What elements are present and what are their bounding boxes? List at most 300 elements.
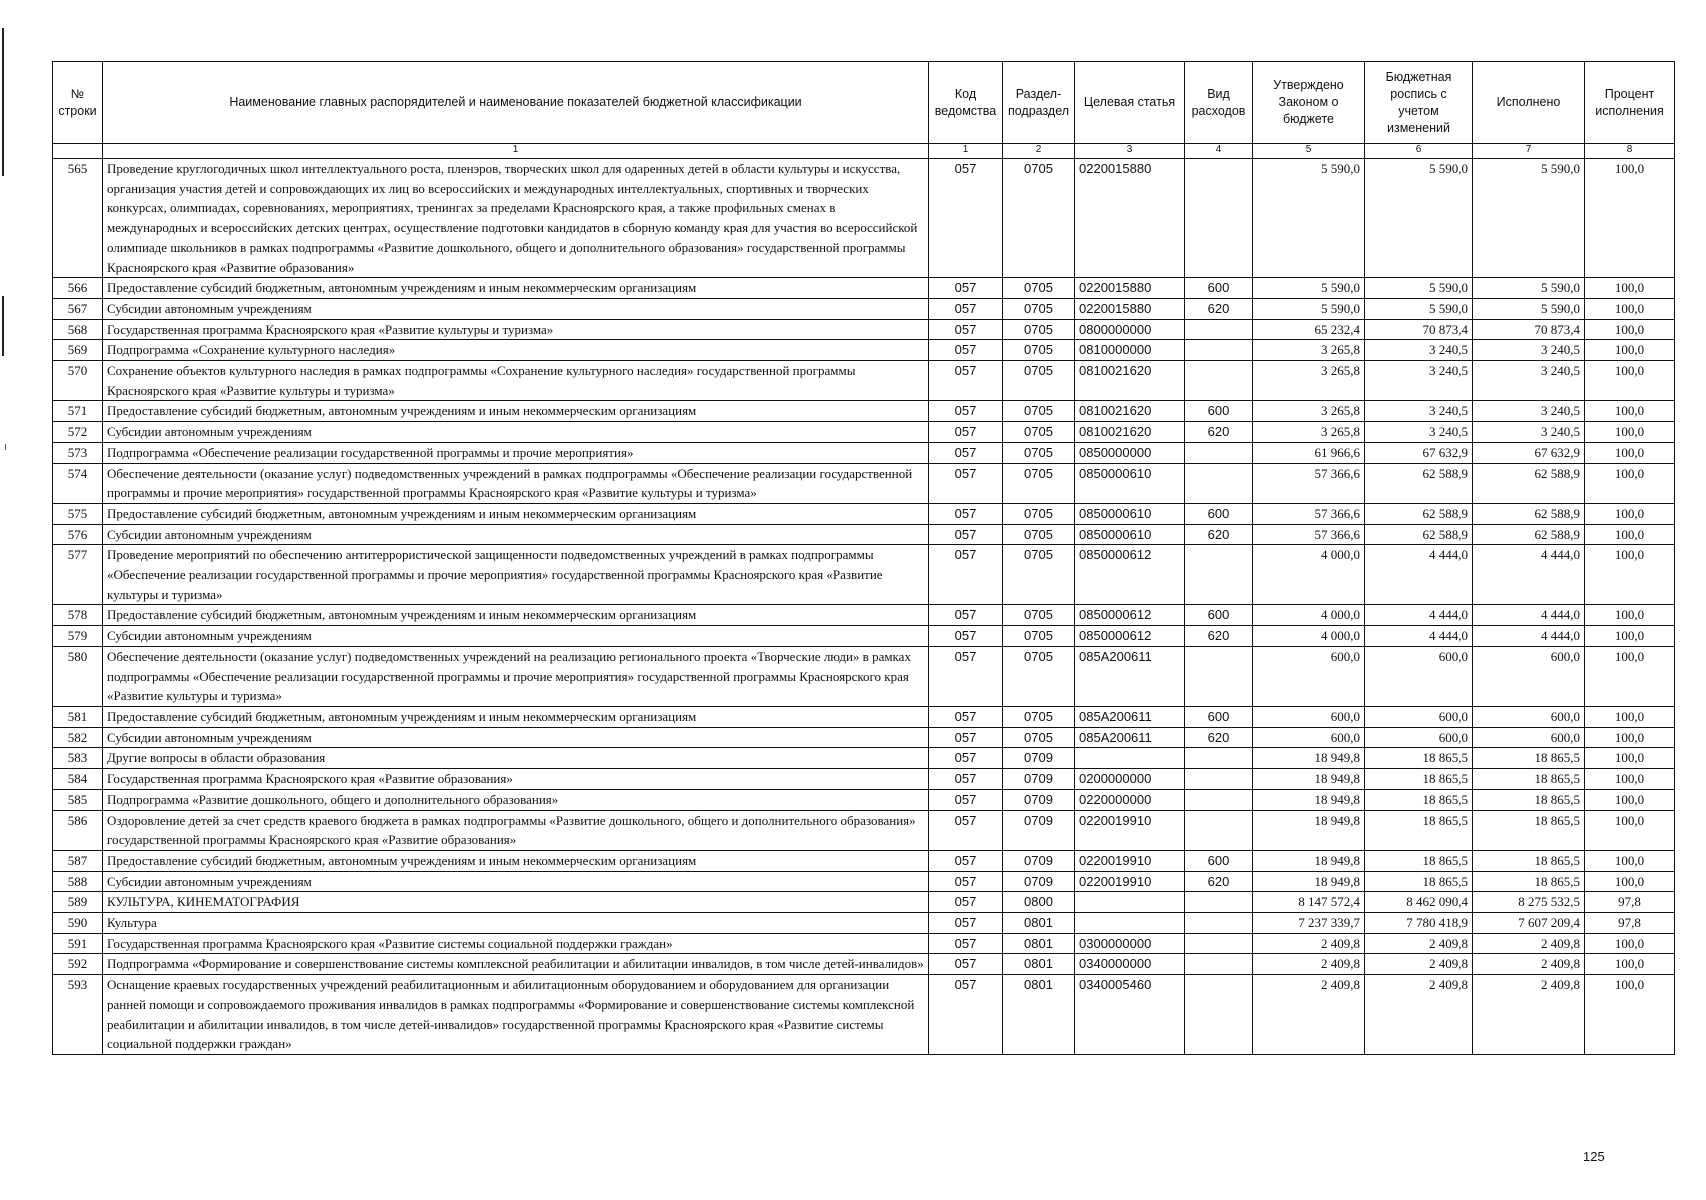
row-number: 590: [53, 913, 103, 934]
execution-percent: 97,8: [1585, 892, 1675, 913]
table-row: [53, 442, 1675, 463]
schedule-amount: 3 240,5: [1365, 361, 1473, 401]
approved-amount: 4 000,0: [1253, 626, 1365, 647]
table-row: [53, 810, 1675, 850]
schedule-amount: 18 865,5: [1365, 810, 1473, 850]
executed-amount: 18 865,5: [1473, 769, 1585, 790]
schedule-amount: 600,0: [1365, 706, 1473, 727]
column-number: 4: [1185, 144, 1253, 159]
section-code: 0800: [1003, 892, 1075, 913]
row-name: Проведение круглогодичных школ интеллектуального роста, пленэров, творческих школ для одаренных детей в области культуры и искусства, организация участия детей и сопровождающих их лиц во всероссийских и международных интеллектуальных, спортивных и творческих конкурсах, олимпиадах, соревнованиях, мероприятиях, тренингах за пределами Красноярского края, а также профильных сменах в международных и всероссийских детских центрах, осуществление подготовки кандидатов в сборную команду края для участия во всероссийской олимпиаде школьников в рамках подпрограммы «Развитие дошкольного, общего и дополнительного образования» государственной программы Красноярского края «Развитие образования»: [103, 159, 929, 278]
schedule-amount: 4 444,0: [1365, 605, 1473, 626]
table-row: [53, 871, 1675, 892]
section-code: 0705: [1003, 298, 1075, 319]
execution-percent: 100,0: [1585, 789, 1675, 810]
approved-amount: 57 366,6: [1253, 524, 1365, 545]
section-code: 0705: [1003, 340, 1075, 361]
expense-type: 620: [1185, 524, 1253, 545]
dept-code: 057: [929, 503, 1003, 524]
target-code: 085A200611: [1075, 646, 1185, 706]
target-code: 0220015880: [1075, 298, 1185, 319]
dept-code: 057: [929, 605, 1003, 626]
approved-amount: 3 265,8: [1253, 422, 1365, 443]
expense-type: [1185, 748, 1253, 769]
execution-percent: 100,0: [1585, 850, 1675, 871]
header-approved: Утверждено Законом о бюджете: [1253, 62, 1365, 144]
row-number: 572: [53, 422, 103, 443]
executed-amount: 3 240,5: [1473, 340, 1585, 361]
approved-amount: 7 237 339,7: [1253, 913, 1365, 934]
row-number: 567: [53, 298, 103, 319]
schedule-amount: 67 632,9: [1365, 442, 1473, 463]
table-row: [53, 401, 1675, 422]
execution-percent: 100,0: [1585, 159, 1675, 278]
expense-type: 600: [1185, 706, 1253, 727]
table-row: [53, 769, 1675, 790]
execution-percent: 100,0: [1585, 503, 1675, 524]
approved-amount: 18 949,8: [1253, 748, 1365, 769]
schedule-amount: 5 590,0: [1365, 159, 1473, 278]
expense-type: [1185, 789, 1253, 810]
executed-amount: 62 588,9: [1473, 524, 1585, 545]
row-name: Предоставление субсидий бюджетным, автономным учреждениям и иным некоммерческим организациям: [103, 503, 929, 524]
row-name: Субсидии автономным учреждениям: [103, 524, 929, 545]
schedule-amount: 62 588,9: [1365, 503, 1473, 524]
section-code: 0709: [1003, 789, 1075, 810]
executed-amount: 70 873,4: [1473, 319, 1585, 340]
expense-type: [1185, 954, 1253, 975]
dept-code: 057: [929, 463, 1003, 503]
row-number: 570: [53, 361, 103, 401]
dept-code: 057: [929, 545, 1003, 605]
target-code: [1075, 892, 1185, 913]
schedule-amount: 18 865,5: [1365, 871, 1473, 892]
header-target: Целевая статья: [1075, 62, 1185, 144]
schedule-amount: 3 240,5: [1365, 401, 1473, 422]
row-name: Субсидии автономным учреждениям: [103, 298, 929, 319]
executed-amount: 62 588,9: [1473, 463, 1585, 503]
header-schedule: Бюджетная роспись с учетом изменений: [1365, 62, 1473, 144]
approved-amount: 18 949,8: [1253, 810, 1365, 850]
header-name: Наименование главных распорядителей и наименование показателей бюджетной классификации: [103, 62, 929, 144]
section-code: 0709: [1003, 850, 1075, 871]
expense-type: [1185, 933, 1253, 954]
target-code: 0300000000: [1075, 933, 1185, 954]
schedule-amount: 62 588,9: [1365, 524, 1473, 545]
table-row: [53, 892, 1675, 913]
expense-type: 620: [1185, 871, 1253, 892]
execution-percent: 100,0: [1585, 727, 1675, 748]
approved-amount: 5 590,0: [1253, 278, 1365, 299]
row-number: 579: [53, 626, 103, 647]
execution-percent: 100,0: [1585, 646, 1675, 706]
executed-amount: 2 409,8: [1473, 954, 1585, 975]
dept-code: 057: [929, 913, 1003, 934]
row-name: Предоставление субсидий бюджетным, автономным учреждениям и иным некоммерческим организациям: [103, 605, 929, 626]
table-row: [53, 503, 1675, 524]
column-number-row: [53, 144, 1675, 159]
executed-amount: 2 409,8: [1473, 975, 1585, 1055]
schedule-amount: 18 865,5: [1365, 850, 1473, 871]
execution-percent: 100,0: [1585, 319, 1675, 340]
section-code: 0705: [1003, 524, 1075, 545]
scan-dot: [5, 444, 6, 450]
column-number: 7: [1473, 144, 1585, 159]
executed-amount: 600,0: [1473, 727, 1585, 748]
approved-amount: 2 409,8: [1253, 975, 1365, 1055]
column-number: 1: [929, 144, 1003, 159]
table-row: [53, 626, 1675, 647]
row-number: 586: [53, 810, 103, 850]
execution-percent: 100,0: [1585, 545, 1675, 605]
executed-amount: 4 444,0: [1473, 605, 1585, 626]
dept-code: 057: [929, 975, 1003, 1055]
expense-type: 600: [1185, 605, 1253, 626]
approved-amount: 4 000,0: [1253, 605, 1365, 626]
row-number: 591: [53, 933, 103, 954]
table-row: [53, 340, 1675, 361]
table-row: [53, 278, 1675, 299]
row-name: КУЛЬТУРА, КИНЕМАТОГРАФИЯ: [103, 892, 929, 913]
executed-amount: 7 607 209,4: [1473, 913, 1585, 934]
dept-code: 057: [929, 159, 1003, 278]
row-number: 566: [53, 278, 103, 299]
row-name: Предоставление субсидий бюджетным, автономным учреждениям и иным некоммерческим организациям: [103, 401, 929, 422]
target-code: 0850000610: [1075, 524, 1185, 545]
table-row: [53, 748, 1675, 769]
schedule-amount: 600,0: [1365, 646, 1473, 706]
approved-amount: 600,0: [1253, 727, 1365, 748]
row-number: 582: [53, 727, 103, 748]
executed-amount: 18 865,5: [1473, 810, 1585, 850]
execution-percent: 100,0: [1585, 748, 1675, 769]
row-number: 587: [53, 850, 103, 871]
execution-percent: 100,0: [1585, 975, 1675, 1055]
table-row: [53, 524, 1675, 545]
table-body: [53, 159, 1675, 1055]
budget-table: [52, 61, 1675, 1055]
expense-type: 620: [1185, 422, 1253, 443]
executed-amount: 2 409,8: [1473, 933, 1585, 954]
section-code: 0705: [1003, 727, 1075, 748]
expense-type: [1185, 340, 1253, 361]
execution-percent: 100,0: [1585, 298, 1675, 319]
schedule-amount: 3 240,5: [1365, 422, 1473, 443]
row-name: Обеспечение деятельности (оказание услуг) подведомственных учреждений в рамках подпрограммы «Обеспечение реализации государственной программы и прочие мероприятия» государственной программы Красноярского края «Развитие культуры и туризма»: [103, 463, 929, 503]
execution-percent: 100,0: [1585, 871, 1675, 892]
expense-type: [1185, 442, 1253, 463]
schedule-amount: 18 865,5: [1365, 789, 1473, 810]
header-executed: Исполнено: [1473, 62, 1585, 144]
row-number: 574: [53, 463, 103, 503]
target-code: 0850000612: [1075, 626, 1185, 647]
row-name: Оснащение краевых государственных учреждений реабилитационным и абилитационным оборудованием и оборудованием для организации ранней помощи и сопровождаемого проживания инвалидов в рамках подпрограммы «Формирование и совершенствование системы комплексной реабилитации и абилитации инвалидов, в том числе детей-инвалидов» государственной программы Красноярского края «Развитие системы социальной поддержки граждан»: [103, 975, 929, 1055]
expense-type: [1185, 463, 1253, 503]
dept-code: 057: [929, 422, 1003, 443]
table-row: [53, 159, 1675, 278]
execution-percent: 100,0: [1585, 706, 1675, 727]
target-code: 0220000000: [1075, 789, 1185, 810]
approved-amount: 18 949,8: [1253, 850, 1365, 871]
expense-type: [1185, 646, 1253, 706]
row-name: Культура: [103, 913, 929, 934]
approved-amount: 2 409,8: [1253, 933, 1365, 954]
approved-amount: 18 949,8: [1253, 769, 1365, 790]
row-name: Другие вопросы в области образования: [103, 748, 929, 769]
executed-amount: 600,0: [1473, 646, 1585, 706]
row-number: 583: [53, 748, 103, 769]
section-code: 0801: [1003, 954, 1075, 975]
executed-amount: 5 590,0: [1473, 159, 1585, 278]
row-name: Подпрограмма «Сохранение культурного наследия»: [103, 340, 929, 361]
expense-type: 600: [1185, 850, 1253, 871]
target-code: 0220019910: [1075, 810, 1185, 850]
executed-amount: 18 865,5: [1473, 789, 1585, 810]
dept-code: 057: [929, 954, 1003, 975]
row-number: 573: [53, 442, 103, 463]
section-code: 0705: [1003, 646, 1075, 706]
approved-amount: 5 590,0: [1253, 159, 1365, 278]
approved-amount: 3 265,8: [1253, 340, 1365, 361]
executed-amount: 8 275 532,5: [1473, 892, 1585, 913]
approved-amount: 65 232,4: [1253, 319, 1365, 340]
row-number: 571: [53, 401, 103, 422]
execution-percent: 100,0: [1585, 954, 1675, 975]
table-row: [53, 422, 1675, 443]
row-number: 565: [53, 159, 103, 278]
table-row: [53, 954, 1675, 975]
target-code: [1075, 748, 1185, 769]
approved-amount: 8 147 572,4: [1253, 892, 1365, 913]
execution-percent: 100,0: [1585, 605, 1675, 626]
schedule-amount: 7 780 418,9: [1365, 913, 1473, 934]
expense-type: 600: [1185, 401, 1253, 422]
row-number: 569: [53, 340, 103, 361]
table-row: [53, 605, 1675, 626]
section-code: 0705: [1003, 442, 1075, 463]
execution-percent: 100,0: [1585, 626, 1675, 647]
target-code: 0810021620: [1075, 401, 1185, 422]
expense-type: [1185, 810, 1253, 850]
target-code: 0850000612: [1075, 605, 1185, 626]
dept-code: 057: [929, 850, 1003, 871]
row-name: Обеспечение деятельности (оказание услуг) подведомственных учреждений на реализацию регионального проекта «Творческие люди» в рамках подпрограммы «Обеспечение реализации государственной программы и прочие мероприятия» государственной программы Красноярского края «Развитие культуры и туризма»: [103, 646, 929, 706]
expense-type: [1185, 892, 1253, 913]
dept-code: 057: [929, 810, 1003, 850]
executed-amount: 4 444,0: [1473, 545, 1585, 605]
execution-percent: 100,0: [1585, 769, 1675, 790]
column-number: 3: [1075, 144, 1185, 159]
dept-code: 057: [929, 789, 1003, 810]
target-code: 0810000000: [1075, 340, 1185, 361]
schedule-amount: 2 409,8: [1365, 975, 1473, 1055]
executed-amount: 62 588,9: [1473, 503, 1585, 524]
section-code: 0709: [1003, 748, 1075, 769]
executed-amount: 4 444,0: [1473, 626, 1585, 647]
target-code: 0850000612: [1075, 545, 1185, 605]
schedule-amount: 70 873,4: [1365, 319, 1473, 340]
table-row: [53, 933, 1675, 954]
header-row: [53, 62, 1675, 144]
section-code: 0709: [1003, 810, 1075, 850]
execution-percent: 100,0: [1585, 278, 1675, 299]
dept-code: 057: [929, 298, 1003, 319]
table-row: [53, 789, 1675, 810]
target-code: 0850000000: [1075, 442, 1185, 463]
row-name: Субсидии автономным учреждениям: [103, 871, 929, 892]
dept-code: 057: [929, 278, 1003, 299]
section-code: 0705: [1003, 626, 1075, 647]
expense-type: [1185, 975, 1253, 1055]
executed-amount: 600,0: [1473, 706, 1585, 727]
row-name: Проведение мероприятий по обеспечению антитеррористической защищенности подведомственных учреждений в рамках подпрограммы «Обеспечение реализации государственной программы и прочие мероприятия» государственной программы Красноярского края «Развитие культуры и туризма»: [103, 545, 929, 605]
approved-amount: 3 265,8: [1253, 401, 1365, 422]
approved-amount: 600,0: [1253, 646, 1365, 706]
approved-amount: 600,0: [1253, 706, 1365, 727]
section-code: 0705: [1003, 545, 1075, 605]
row-name: Государственная программа Красноярского края «Развитие культуры и туризма»: [103, 319, 929, 340]
schedule-amount: 600,0: [1365, 727, 1473, 748]
row-number: 580: [53, 646, 103, 706]
page-number: 125: [1583, 1149, 1605, 1164]
target-code: 0810021620: [1075, 422, 1185, 443]
table-row: [53, 727, 1675, 748]
row-name: Государственная программа Красноярского края «Развитие системы социальной поддержки граждан»: [103, 933, 929, 954]
executed-amount: 18 865,5: [1473, 850, 1585, 871]
header-percent: Процент исполнения: [1585, 62, 1675, 144]
approved-amount: 18 949,8: [1253, 789, 1365, 810]
row-number: 593: [53, 975, 103, 1055]
table-row: [53, 913, 1675, 934]
target-code: 0220015880: [1075, 159, 1185, 278]
section-code: 0709: [1003, 871, 1075, 892]
target-code: 0340000000: [1075, 954, 1185, 975]
dept-code: 057: [929, 871, 1003, 892]
table-row: [53, 975, 1675, 1055]
expense-type: [1185, 913, 1253, 934]
executed-amount: 3 240,5: [1473, 361, 1585, 401]
target-code: 0340005460: [1075, 975, 1185, 1055]
section-code: 0801: [1003, 913, 1075, 934]
execution-percent: 100,0: [1585, 442, 1675, 463]
schedule-amount: 8 462 090,4: [1365, 892, 1473, 913]
expense-type: 620: [1185, 727, 1253, 748]
schedule-amount: 62 588,9: [1365, 463, 1473, 503]
dept-code: 057: [929, 340, 1003, 361]
expense-type: 600: [1185, 503, 1253, 524]
table-row: [53, 298, 1675, 319]
dept-code: 057: [929, 626, 1003, 647]
expense-type: 620: [1185, 626, 1253, 647]
execution-percent: 100,0: [1585, 361, 1675, 401]
column-number: 8: [1585, 144, 1675, 159]
column-number: 1: [103, 144, 929, 159]
row-name: Подпрограмма «Обеспечение реализации государственной программы и прочие мероприятия»: [103, 442, 929, 463]
expense-type: [1185, 319, 1253, 340]
executed-amount: 3 240,5: [1473, 401, 1585, 422]
approved-amount: 18 949,8: [1253, 871, 1365, 892]
target-code: 0850000610: [1075, 503, 1185, 524]
dept-code: 057: [929, 646, 1003, 706]
approved-amount: 2 409,8: [1253, 954, 1365, 975]
dept-code: 057: [929, 442, 1003, 463]
target-code: [1075, 913, 1185, 934]
execution-percent: 100,0: [1585, 401, 1675, 422]
table-row: [53, 319, 1675, 340]
target-code: 0800000000: [1075, 319, 1185, 340]
row-number: 592: [53, 954, 103, 975]
column-number: 6: [1365, 144, 1473, 159]
execution-percent: 100,0: [1585, 933, 1675, 954]
dept-code: 057: [929, 319, 1003, 340]
header-section: Раздел-подраздел: [1003, 62, 1075, 144]
executed-amount: 18 865,5: [1473, 748, 1585, 769]
dept-code: 057: [929, 706, 1003, 727]
section-code: 0801: [1003, 975, 1075, 1055]
dept-code: 057: [929, 727, 1003, 748]
executed-amount: 67 632,9: [1473, 442, 1585, 463]
dept-code: 057: [929, 769, 1003, 790]
table-row: [53, 545, 1675, 605]
row-number: 578: [53, 605, 103, 626]
target-code: 0220019910: [1075, 850, 1185, 871]
executed-amount: 5 590,0: [1473, 298, 1585, 319]
row-name: Субсидии автономным учреждениям: [103, 626, 929, 647]
row-name: Подпрограмма «Развитие дошкольного, общего и дополнительного образования»: [103, 789, 929, 810]
section-code: 0705: [1003, 319, 1075, 340]
row-number: 584: [53, 769, 103, 790]
execution-percent: 100,0: [1585, 463, 1675, 503]
row-name: Сохранение объектов культурного наследия в рамках подпрограммы «Сохранение культурного наследия» государственной программы Красноярского края «Развитие культуры и туризма»: [103, 361, 929, 401]
schedule-amount: 2 409,8: [1365, 954, 1473, 975]
row-name: Предоставление субсидий бюджетным, автономным учреждениям и иным некоммерческим организациям: [103, 278, 929, 299]
dept-code: 057: [929, 524, 1003, 545]
row-name: Субсидии автономным учреждениям: [103, 422, 929, 443]
table-row: [53, 706, 1675, 727]
expense-type: 600: [1185, 278, 1253, 299]
expense-type: [1185, 361, 1253, 401]
schedule-amount: 2 409,8: [1365, 933, 1473, 954]
row-number: 589: [53, 892, 103, 913]
schedule-amount: 4 444,0: [1365, 626, 1473, 647]
target-code: 0220019910: [1075, 871, 1185, 892]
executed-amount: 18 865,5: [1473, 871, 1585, 892]
section-code: 0705: [1003, 401, 1075, 422]
target-code: 0810021620: [1075, 361, 1185, 401]
section-code: 0801: [1003, 933, 1075, 954]
header-row-no: № строки: [53, 62, 103, 144]
schedule-amount: 5 590,0: [1365, 278, 1473, 299]
section-code: 0705: [1003, 361, 1075, 401]
execution-percent: 100,0: [1585, 422, 1675, 443]
section-code: 0705: [1003, 503, 1075, 524]
dept-code: 057: [929, 933, 1003, 954]
column-number: 5: [1253, 144, 1365, 159]
row-number: 585: [53, 789, 103, 810]
approved-amount: 61 966,6: [1253, 442, 1365, 463]
section-code: 0709: [1003, 769, 1075, 790]
row-number: 576: [53, 524, 103, 545]
execution-percent: 100,0: [1585, 524, 1675, 545]
row-number: 568: [53, 319, 103, 340]
schedule-amount: 18 865,5: [1365, 769, 1473, 790]
target-code: 0200000000: [1075, 769, 1185, 790]
section-code: 0705: [1003, 605, 1075, 626]
row-name: Субсидии автономным учреждениям: [103, 727, 929, 748]
schedule-amount: 5 590,0: [1365, 298, 1473, 319]
execution-percent: 100,0: [1585, 340, 1675, 361]
row-number: 575: [53, 503, 103, 524]
